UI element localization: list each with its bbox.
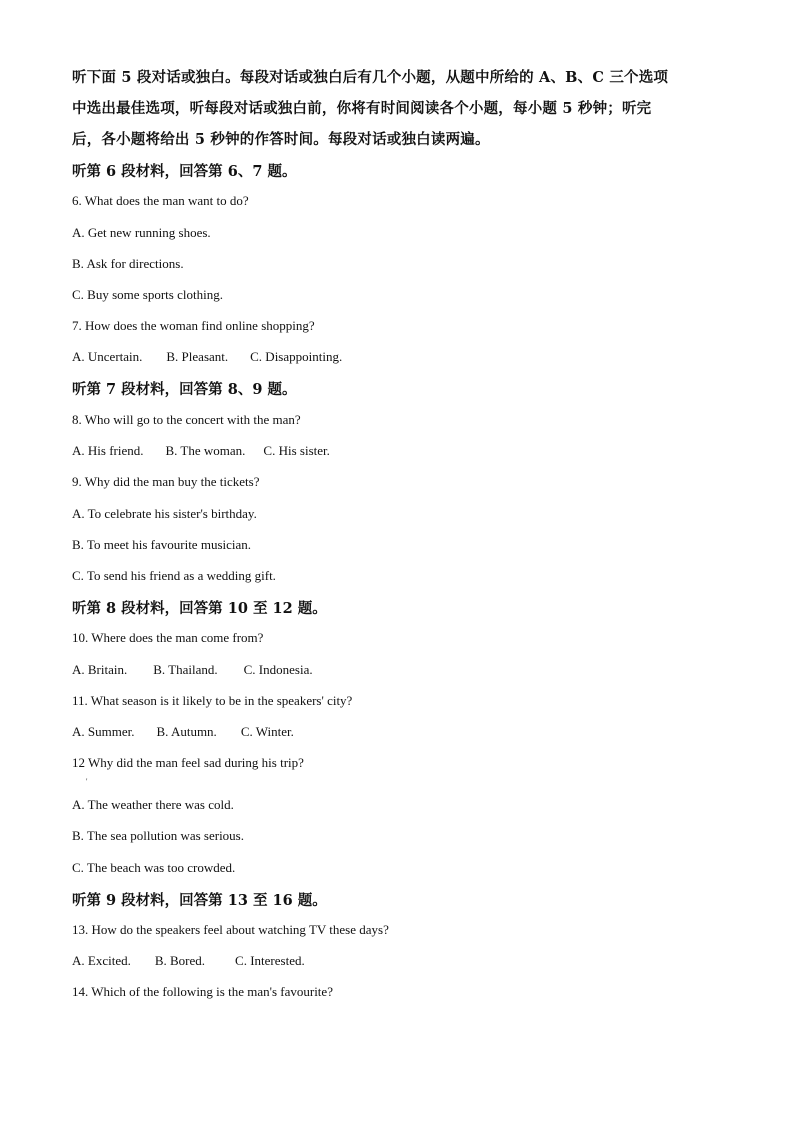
option-12b: B. The sea pollution was serious. <box>72 828 244 843</box>
option-7c: C. Disappointing. <box>250 349 343 364</box>
options-13 <box>72 953 305 969</box>
option-9a: A. To celebrate his sister's birthday. <box>72 506 257 521</box>
section-heading-8: 听第 8 段材料，回答第 10 至 12 题。 <box>72 600 327 617</box>
question-9: 9. Why did the man buy the tickets? <box>72 474 260 489</box>
options-11 <box>72 724 294 740</box>
question-8: 8. Who will go to the concert with the man? <box>72 412 301 427</box>
question-11: 11. What season is it likely to be in the speakers' city? <box>72 693 353 708</box>
option-9c: C. To send his friend as a wedding gift. <box>72 568 276 583</box>
question-12: 12 Why did the man feel sad during his trip? <box>72 755 304 770</box>
instructions-line-2: 中选出最佳选项，听每段对话或独白前，你将有时间阅读各个小题，每小题 5 秒钟；听完 <box>72 100 652 117</box>
section-heading-6: 听第 6 段材料，回答第 6、7 题。 <box>72 163 297 180</box>
option-8c: C. His sister. <box>263 443 330 458</box>
section-heading-9: 听第 9 段材料，回答第 13 至 16 题。 <box>72 892 327 909</box>
option-12a: A. The weather there was cold. <box>72 797 234 812</box>
option-11b: B. Autumn. <box>156 724 217 739</box>
instructions-line-1: 听下面 5 段对话或独白。每段对话或独白后有几个小题，从题中所给的 A、B、C 三个选项 <box>72 69 669 86</box>
option-8a: A. His friend. <box>72 443 144 458</box>
stray-mark: ' <box>86 777 88 786</box>
option-11a: A. Summer. <box>72 724 135 739</box>
options-7 <box>72 349 342 365</box>
option-8b: B. The woman. <box>165 443 246 458</box>
question-6: 6. What does the man want to do? <box>72 193 249 208</box>
option-7a: A. Uncertain. <box>72 349 143 364</box>
option-12c: C. The beach was too crowded. <box>72 860 236 875</box>
instructions-line-3: 后，各小题将给出 5 秒钟的作答时间。每段对话或独白读两遍。 <box>72 131 490 148</box>
option-13a: A. Excited. <box>72 953 131 968</box>
options-10 <box>72 662 313 678</box>
option-10a: A. Britain. <box>72 662 128 677</box>
option-6b: B. Ask for directions. <box>72 256 184 271</box>
option-13c: C. Interested. <box>235 953 305 968</box>
option-10b: B. Thailand. <box>153 662 218 677</box>
option-6a: A. Get new running shoes. <box>72 225 211 240</box>
option-6c: C. Buy some sports clothing. <box>72 287 223 302</box>
option-11c: C. Winter. <box>240 724 294 739</box>
option-9b: B. To meet his favourite musician. <box>72 537 252 552</box>
option-13b: B. Bored. <box>154 953 206 968</box>
option-7b: B. Pleasant. <box>166 349 229 364</box>
options-8 <box>72 443 330 459</box>
question-13: 13. How do the speakers feel about watching TV these days? <box>72 922 389 937</box>
section-heading-7: 听第 7 段材料，回答第 8、9 题。 <box>72 381 297 398</box>
question-14: 14. Which of the following is the man's favourite? <box>72 984 333 999</box>
option-10c: C. Indonesia. <box>243 662 313 677</box>
question-7: 7. How does the woman find online shopping? <box>72 318 315 333</box>
question-10: 10. Where does the man come from? <box>72 630 264 645</box>
